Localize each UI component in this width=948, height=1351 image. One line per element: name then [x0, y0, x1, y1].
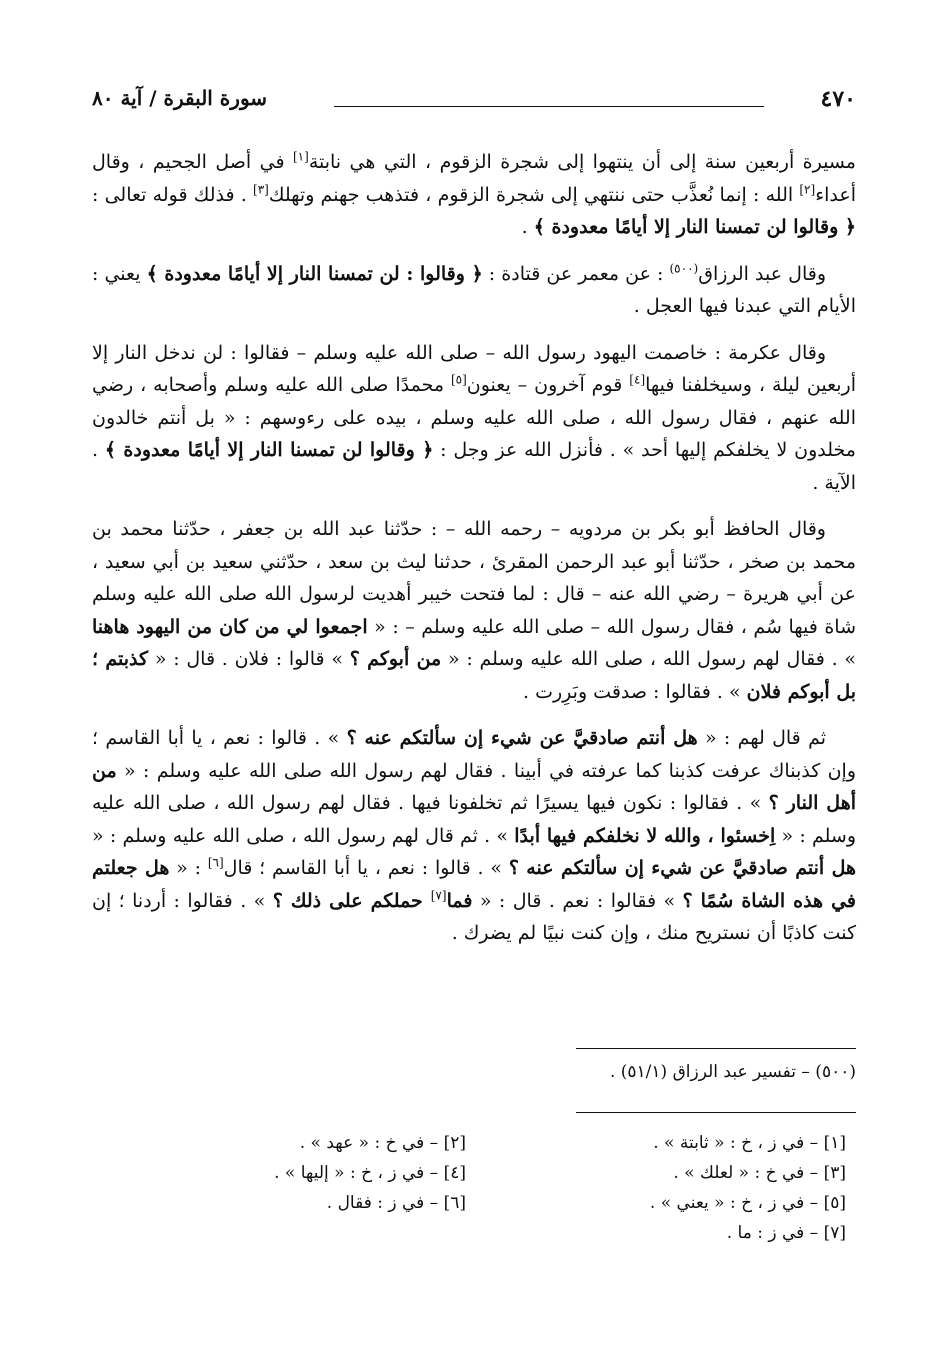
page [92, 86, 856, 1311]
text-run: يعني : الأيام التي عبدنا فيها العجل . [92, 262, 856, 317]
quoted-text: كذبتم ؛ بل أبوكم فلان [92, 648, 856, 703]
paragraph [92, 722, 856, 950]
text-run: » . فقالوا : أردنا ؛ إن كنت كاذبًا أن نستريح منك ، وإن كنت نبيًا لم يضرك . [92, 889, 856, 944]
text-run: » . فقالوا : نكون فيها يسيرًا ثم تخلفونا فيها . فقال لهم رسول الله ، صلى الله عليه وسلم : « [92, 792, 856, 847]
source-footnote: (٥٠٠) – تفسير عبد الرزاق (٥١/١) . [609, 1062, 856, 1082]
variant-note: [٥] – في ز ، خ : « يعني » . [649, 1193, 846, 1213]
quoted-text: اِخسئوا ، والله لا نخلفكم فيها أبدًا [514, 824, 776, 847]
variant-note: [٦] – في ز : فقال . [326, 1193, 466, 1213]
quoted-text: اجمعوا لي من كان من اليهود هاهنا [92, 615, 368, 638]
quoted-text: ﴿ وقالوا لن تمسنا النار إلا أيامًا معدودة ﴾ [533, 216, 856, 238]
footnote-marker: [٢] [799, 182, 816, 197]
footnote-marker: [١] [292, 149, 309, 164]
variant-note: [٣] – في خ : « لعلك » . [673, 1163, 846, 1183]
notes-column-left [126, 1128, 466, 1218]
quoted-text: حملكم على ذلك ؟ [272, 889, 431, 912]
text-run: » . فقال لهم رسول الله ، صلى الله عليه وسلم : « [441, 648, 856, 670]
notes-column-right [506, 1128, 846, 1248]
footnote-marker: [٧] [430, 888, 447, 903]
running-title: سورة البقرة / آية ٨٠ [92, 86, 268, 110]
quoted-text: من أبوكم ؟ [349, 648, 442, 670]
text-run: » . قالوا : نعم ، يا أبا القاسم ؛ وإن كذبناك عرفت كذبنا كما عرفته في أبينا . فقال لهم رسول الله صلى الله عليه وسلم : « [92, 727, 856, 782]
quoted-text: فما [446, 889, 473, 912]
footnote-marker: [٦] [207, 855, 224, 870]
variant-note: [٤] – في ز ، خ : « إليها » . [274, 1163, 466, 1183]
variant-note: [١] – في ز ، خ : « ثابتة » . [653, 1133, 846, 1153]
text-run: ثم قال لهم : « [697, 727, 827, 749]
quoted-text: هل أنتم صادقيَّ عن شيء إن سألتكم عنه ؟ [508, 857, 856, 879]
variant-note: [٧] – في ز : ما . [726, 1223, 846, 1243]
footnote-marker: [٤] [629, 372, 646, 387]
footnote-marker: (٥٠٠) [669, 261, 699, 276]
quoted-text: من أهل النار ؟ [92, 759, 856, 814]
paragraph [92, 337, 856, 500]
text-run: : « [169, 857, 208, 879]
text-run: » . ثم قال لهم رسول الله ، صلى الله عليه وسلم : « [92, 824, 515, 847]
quoted-text: ﴿ وقالوا لن تمسنا النار إلا أيامًا معدودة ﴾ [104, 439, 434, 461]
text-run: » فقالوا : نعم . قال : « [472, 889, 683, 912]
text-run: وقال عبد الرزاق [698, 262, 826, 285]
text-run: في أصل الجحيم ، وقال أعداء [92, 151, 856, 206]
text-run: الله : إنما نُعذَّب حتى ننتهي إلى شجرة الزقوم ، فتذهب جهنم وتهلك [268, 183, 800, 206]
footnote-marker: [٥] [450, 372, 467, 387]
paragraph [92, 146, 856, 244]
paragraph [92, 513, 856, 708]
footnote-separator [576, 1048, 856, 1049]
variant-note: [٢] – في خ : « عهد » . [299, 1133, 466, 1153]
text-run: مسيرة أربعين سنة إلى أن ينتهوا إلى شجرة الزقوم ، التي هي نابتة [308, 151, 856, 173]
text-run: وقال الحافظ أبو بكر بن مردويه – رحمه الله – : حدّثنا عبد الله بن جعفر ، حدّثنا محمد بن محمد بن صخر ، حدّثنا أبو عبد الرحمن المقرئ ، حدثنا ليث بن سعد ، حدّثني سعيد بن أبي سعيد ، عن أبي هريرة – رضي الله عنه – قال : لما فتحت خيبر أهديت لرسول الله صلى الله عليه وسلم شاة فيها سُم ، فقال رسول الله – صلى الله عليه وسلم – : « [92, 518, 856, 638]
header-rule [334, 106, 764, 107]
text-run: وقال عكرمة : خاصمت اليهود رسول الله – صلى الله عليه وسلم – فقالوا : لن ندخل النار إلا أربعين ليلة ، وسيخلفنا فيها [92, 341, 856, 396]
text-run: قوم آخرون – يعنون [466, 374, 630, 396]
page-number: ٤٧٠ [820, 86, 856, 112]
text-run: » . فقالوا : صدقت وبَرِرت . [523, 680, 747, 703]
notes-separator [576, 1112, 856, 1113]
text-run: . فذلك قوله تعالى : [92, 183, 254, 206]
text-run: . [521, 216, 534, 238]
footnote-marker: [٣] [253, 182, 269, 197]
page-header [92, 86, 856, 120]
text-run: . الآية . [92, 439, 856, 494]
paragraph [92, 258, 856, 323]
quoted-text: ﴿ وقالوا : لن تمسنا النار إلا أيامًا معدودة ﴾ [146, 262, 483, 285]
text-run: » قالوا : فلان . قال : « [148, 648, 350, 670]
text-run: : عن معمر عن قتادة : [482, 262, 670, 285]
text-run: » . قالوا : نعم ، يا أبا القاسم ؛ قال [223, 857, 509, 879]
main-text [92, 146, 856, 950]
quoted-text: هل جعلتم في هذه الشاة سُمًا ؟ [92, 857, 856, 912]
text-run: محمدًا صلى الله عليه وسلم وأصحابه ، رضي الله عنهم ، فقال رسول الله ، صلى الله عليه وسلم ، بيده على رءوسهم : « بل أنتم خالدون مخلدون لا يخلفكم إليها أحد » . فأنزل الله عز وجل : [92, 374, 856, 461]
quoted-text: هل أنتم صادقيَّ عن شيء إن سألتكم عنه ؟ [346, 727, 698, 749]
